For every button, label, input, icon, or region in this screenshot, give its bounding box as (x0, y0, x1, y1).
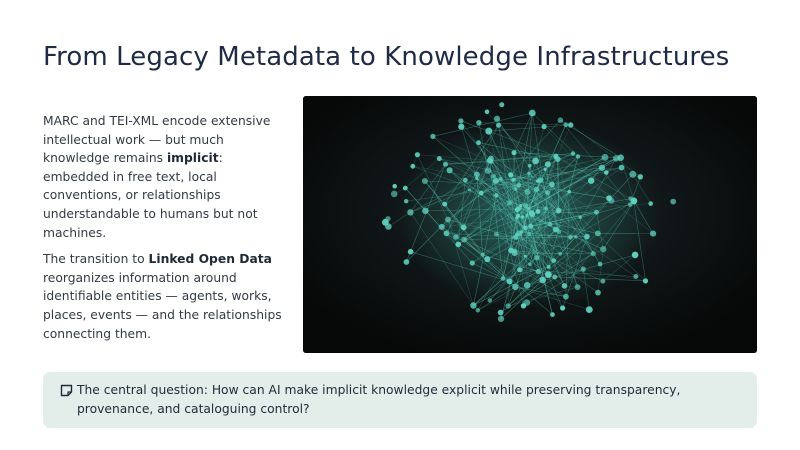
network-node (463, 178, 468, 183)
network-node (557, 209, 561, 213)
network-node (602, 154, 609, 161)
network-node (536, 269, 541, 274)
network-node (563, 294, 569, 300)
network-node (499, 177, 503, 181)
network-node (422, 178, 428, 184)
network-node (648, 201, 653, 206)
network-node (494, 232, 499, 237)
network-node (594, 210, 599, 215)
network-node (474, 172, 480, 178)
network-node (520, 230, 523, 233)
network-node (404, 259, 410, 265)
network-node (512, 150, 517, 155)
network-node (599, 165, 605, 171)
network-node (513, 235, 518, 240)
network-node (527, 172, 531, 176)
network-node (576, 154, 580, 158)
network-node (553, 154, 558, 159)
network-node (403, 186, 408, 191)
network-node (521, 215, 524, 218)
network-node (476, 308, 481, 313)
paragraph-2-start: The transition to (43, 252, 149, 267)
network-node (391, 191, 398, 198)
network-node (528, 164, 532, 168)
network-node (643, 278, 648, 283)
network-node (523, 226, 527, 230)
network-node (650, 231, 656, 237)
network-node (481, 253, 485, 257)
network-node (574, 235, 577, 238)
network-node (461, 237, 467, 243)
note-icon (60, 384, 73, 397)
network-node (476, 140, 481, 145)
body-text (43, 112, 288, 351)
network-node (549, 182, 555, 188)
network-node (511, 178, 515, 182)
network-node (578, 216, 581, 219)
network-node (534, 187, 539, 192)
network-node (545, 190, 550, 195)
network-node (606, 195, 612, 201)
slide-title: From Legacy Metadata to Knowledge Infrastructures (43, 42, 730, 72)
network-node (437, 156, 442, 161)
paragraph-1-end: : embedded in free text, local conventions, or relationships understandable to humans but not machines. (43, 151, 258, 240)
network-node (525, 214, 528, 217)
network-node (545, 161, 551, 167)
network-node (407, 209, 413, 215)
network-node (516, 214, 520, 218)
network-node (484, 256, 490, 262)
network-node (524, 282, 531, 289)
paragraph-2-end: reorganizes information around identifiable entities — agents, works, places, events — and the relationships connecting them. (43, 270, 282, 341)
paragraph-linked-open-data (43, 250, 288, 343)
network-node (547, 265, 551, 269)
network-node (422, 208, 429, 215)
paragraph-1-start: MARC and TEI-XML encode extensive intellectual work — but much knowledge remains (43, 114, 271, 166)
network-node (498, 310, 504, 316)
network-node (470, 260, 475, 265)
network-node (544, 168, 547, 171)
network-node (479, 191, 484, 196)
network-node (550, 312, 555, 317)
network-node (496, 123, 501, 128)
paragraph-1-emphasis: implicit (166, 151, 219, 166)
network-graph-canvas (303, 96, 757, 353)
network-node (536, 179, 540, 183)
network-node (385, 223, 391, 229)
network-node (670, 199, 676, 205)
network-node (476, 120, 481, 125)
network-node (527, 232, 531, 236)
network-node (458, 124, 464, 130)
network-node (575, 284, 581, 290)
network-node (485, 128, 492, 135)
network-node (553, 227, 559, 233)
network-node (539, 277, 546, 284)
network-node (456, 242, 462, 248)
network-node (408, 249, 414, 255)
network-node (545, 271, 552, 278)
network-node (498, 316, 504, 322)
callout-text: The central question: How can AI make implicit knowledge explicit while preserving transparency, provenance, and cataloguing control? (77, 383, 681, 416)
network-node (560, 305, 565, 310)
network-node (600, 279, 605, 284)
network-node (499, 102, 504, 107)
network-node (568, 235, 573, 240)
network-node (488, 298, 492, 302)
network-node (529, 110, 536, 117)
paragraph-legacy-metadata (43, 112, 288, 242)
network-node (493, 178, 499, 184)
network-node (468, 188, 471, 191)
network-node (430, 134, 435, 139)
network-node (517, 267, 522, 272)
network-node (584, 234, 590, 240)
network-node (485, 110, 490, 115)
network-node (485, 167, 491, 173)
network-node (571, 151, 575, 155)
network-node (600, 246, 606, 252)
network-node (508, 172, 513, 177)
network-node (453, 234, 459, 240)
network-node (404, 199, 408, 203)
network-node (628, 202, 633, 207)
network-node (527, 207, 531, 211)
network-node (528, 224, 533, 229)
network-node (534, 255, 539, 260)
network-node (542, 124, 547, 129)
network-node (524, 255, 527, 258)
network-node (591, 251, 596, 256)
network-node (568, 122, 573, 127)
network-node (551, 258, 556, 263)
network-node (470, 302, 476, 308)
network-node (439, 224, 445, 230)
network-node (505, 303, 510, 308)
network-node (385, 216, 390, 221)
network-node (515, 207, 520, 212)
network-node (461, 225, 467, 231)
network-node (525, 189, 531, 195)
network-node (595, 231, 601, 237)
network-node (415, 152, 420, 157)
network-node (410, 164, 415, 169)
network-node (529, 210, 535, 216)
network-node (567, 190, 571, 194)
network-node (445, 217, 451, 223)
network-node (442, 202, 447, 207)
network-node (528, 263, 532, 267)
network-graph-image (303, 96, 757, 353)
network-node (536, 209, 541, 214)
network-node (595, 290, 601, 296)
network-node (443, 162, 448, 167)
network-node (524, 299, 531, 306)
network-node (619, 165, 625, 171)
network-node (447, 167, 453, 173)
network-node (548, 222, 553, 227)
network-node (494, 116, 500, 122)
network-node (491, 174, 496, 179)
network-node (564, 122, 569, 127)
network-node (598, 262, 603, 267)
network-node (544, 207, 548, 211)
network-node (586, 306, 593, 313)
network-node (458, 118, 463, 123)
network-node (501, 276, 506, 281)
network-node (562, 283, 568, 289)
network-node (514, 187, 518, 191)
network-node (613, 155, 619, 161)
network-node (444, 231, 450, 237)
network-node (494, 193, 498, 197)
network-node (475, 177, 478, 180)
network-node (552, 275, 557, 280)
network-node (507, 278, 513, 284)
network-node (507, 201, 512, 206)
network-node (629, 171, 636, 178)
network-node (392, 184, 397, 189)
network-node (628, 196, 633, 201)
network-node (558, 117, 564, 123)
network-node (632, 252, 639, 259)
network-node (512, 284, 518, 290)
network-node (517, 183, 522, 188)
network-node (488, 156, 494, 162)
network-node (532, 158, 539, 165)
network-node (513, 249, 517, 253)
network-node (604, 170, 609, 175)
network-node (558, 252, 562, 256)
network-node (633, 274, 638, 279)
network-node (588, 178, 594, 184)
network-node (638, 174, 643, 179)
paragraph-2-emphasis: Linked Open Data (148, 252, 272, 267)
central-question-callout (43, 372, 757, 428)
network-node (581, 267, 586, 272)
